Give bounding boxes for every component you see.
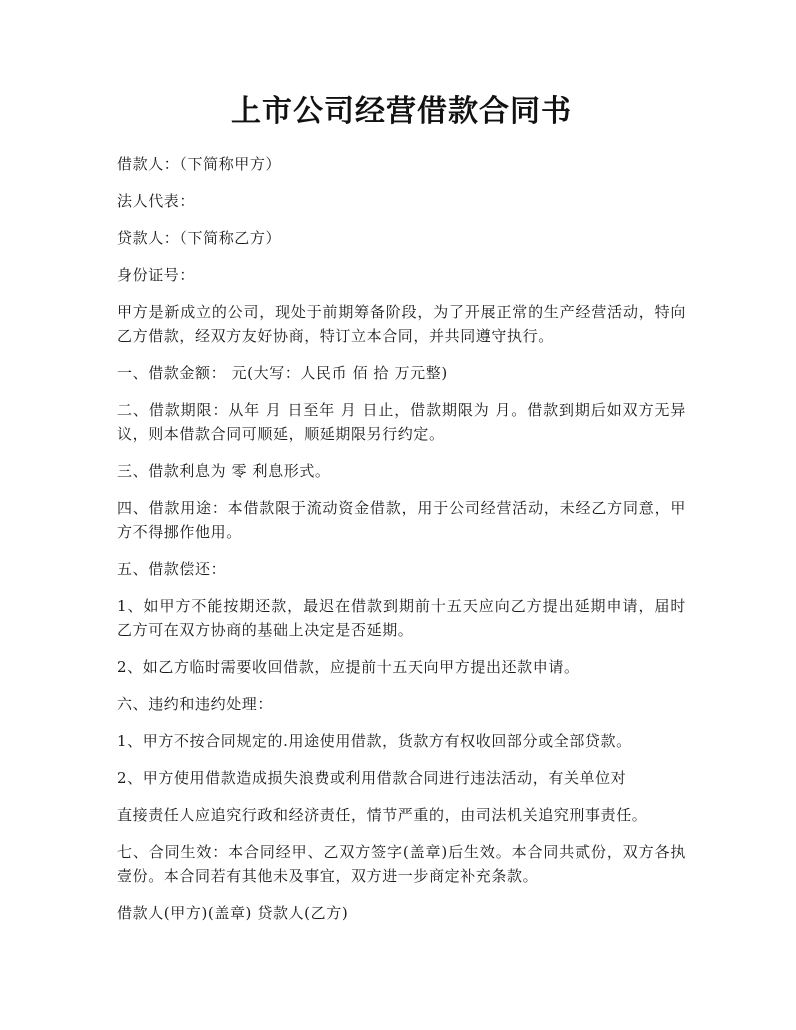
document-body [117, 152, 686, 925]
paragraph-loan-purpose: 四、借款用途：本借款限于流动资金借款，用于公司经营活动，未经乙方同意，甲方不得挪作他用。 [117, 499, 686, 541]
paragraph-repayment-heading: 五、借款偿还： [117, 560, 227, 578]
paragraph-loan-term: 二、借款期限：从年 月 日至年 月 日止，借款期限为 月。借款到期后如双方无异议，则本借款合同可顺延，顺延期限另行约定。 [117, 401, 686, 443]
paragraph-breach-1: 1、甲方不按合同规定的.用途使用借款，货款方有权收回部分或全部贷款。 [117, 732, 632, 750]
paragraph-breach-2: 2、甲方使用借款造成损失浪费或利用借款合同进行违法活动，有关单位对 [117, 769, 627, 787]
paragraph-signatures: 借款人(甲方)(盖章) 贷款人(乙方) [117, 904, 349, 922]
paragraph-lender: 贷款人：（下简称乙方） [117, 229, 282, 247]
paragraph-repayment-2: 2、如乙方临时需要收回借款，应提前十五天向甲方提出还款申请。 [117, 658, 580, 676]
paragraph-breach-2-continued: 直接责任人应追究行政和经济责任，情节严重的，由司法机关追究刑事责任。 [117, 806, 648, 824]
paragraph-breach-heading: 六、违约和违约处理： [117, 695, 274, 713]
paragraph-effectiveness: 七、合同生效：本合同经甲、乙双方签字(盖章)后生效。本合同共贰份，双方各执壹份。本合同若有其他未及事宜，双方进一步商定补充条款。 [117, 843, 686, 885]
paragraph-repayment-1: 1、如甲方不能按期还款，最迟在借款到期前十五天应向乙方提出延期申请，届时乙方可在双方协商的基础上决定是否延期。 [117, 597, 686, 639]
paragraph-legal-representative: 法人代表： [117, 192, 196, 210]
paragraph-interest: 三、借款利息为 零 利息形式。 [117, 462, 331, 480]
paragraph-preamble: 甲方是新成立的公司，现处于前期筹备阶段，为了开展正常的生产经营活动，特向乙方借款，经双方友好协商，特订立本合同，并共同遵守执行。 [117, 303, 686, 345]
paragraph-id-number: 身份证号： [117, 266, 196, 284]
paragraph-borrower: 借款人：（下简称甲方） [117, 155, 282, 173]
document-title: 上市公司经营借款合同书 [231, 94, 572, 129]
paragraph-loan-amount: 一、借款金额： 元(大写：人民币 佰 拾 万元整) [117, 364, 448, 382]
